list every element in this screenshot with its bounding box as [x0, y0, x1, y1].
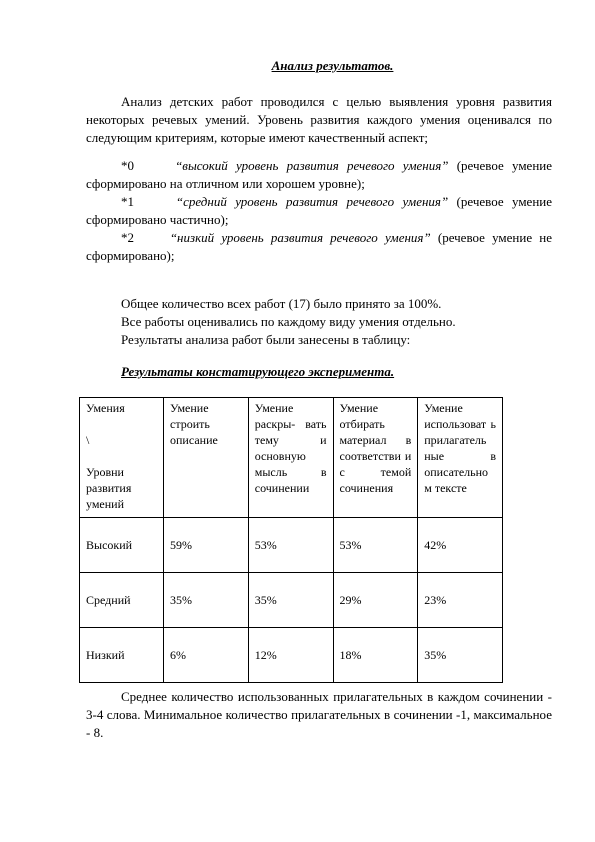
value-cell: 23% [418, 573, 503, 628]
corner-header-cell [80, 398, 164, 518]
value-cell: 18% [333, 628, 418, 683]
criterion-high [86, 157, 552, 193]
criterion-mark: *1 [121, 194, 134, 209]
value-cell: 35% [418, 628, 503, 683]
value-cell: 53% [248, 518, 333, 573]
criteria-list [86, 157, 552, 265]
criterion-note: (речевое умение сформировано частично); [86, 194, 552, 227]
table-caption: Результаты констатирующего эксперимента. [121, 364, 395, 379]
criterion-low [86, 229, 552, 265]
totals-line: Все работы оценивались по каждому виду умения отдельно. [121, 314, 456, 329]
skill-header-cell: Умение отбирать материал в соответстви и с темой сочинения [333, 398, 418, 518]
criterion-note: (речевое умение не сформировано); [86, 230, 552, 263]
criterion-name: “средний уровень развития речевого умения” [175, 194, 449, 209]
level-cell: Высокий [80, 518, 164, 573]
totals-paragraph [86, 295, 552, 349]
results-table [79, 397, 503, 683]
value-cell: 35% [248, 573, 333, 628]
criterion-note: (речевое умение сформировано на отличном или хорошем уровне); [86, 158, 553, 191]
totals-line: Общее количество всех работ (17) было принято за 100%. [121, 296, 442, 311]
criterion-name: “высокий уровень развития речевого умения” [175, 158, 449, 173]
skill-header-cell: Умение использоват ь прилагатель ные в описательно м тексте [418, 398, 503, 518]
criterion-name: “низкий уровень развития речевого умения” [169, 230, 431, 245]
conclusion-paragraph: Среднее количество использованных прилагательных в каждом сочинении - 3-4 слова. Минимальное количество прилагательных в сочинении -1, максимальное - 8. [86, 689, 552, 740]
corner-separator: \ [86, 433, 90, 447]
skill-header-cell: Умение раскры- вать тему и основную мысль в сочинении [248, 398, 333, 518]
value-cell: 29% [333, 573, 418, 628]
corner-bottom-label: Уровни развития умений [86, 465, 132, 511]
criterion-mark: *2 [121, 230, 134, 245]
criterion-medium [86, 193, 552, 229]
table-header-row [80, 398, 503, 518]
totals-line: Результаты анализа работ были занесены в таблицу: [121, 332, 411, 347]
table-row [80, 628, 503, 683]
value-cell: 53% [333, 518, 418, 573]
value-cell: 12% [248, 628, 333, 683]
value-cell: 59% [164, 518, 249, 573]
value-cell: 6% [164, 628, 249, 683]
level-cell: Низкий [80, 628, 164, 683]
level-cell: Средний [80, 573, 164, 628]
intro-paragraph: Анализ детских работ проводился с целью выявления уровня развития некоторых речевых умений. Уровень развития каждого умения оценивался по следующим критериям, которые имеют качественный аспект; [86, 94, 552, 145]
criterion-mark: *0 [121, 158, 134, 173]
corner-top-label: Умения [86, 401, 125, 415]
value-cell: 35% [164, 573, 249, 628]
skill-header-cell: Умение строить описание [164, 398, 249, 518]
value-cell: 42% [418, 518, 503, 573]
document-title: Анализ результатов. [271, 58, 394, 73]
table-row [80, 573, 503, 628]
table-row [80, 518, 503, 573]
